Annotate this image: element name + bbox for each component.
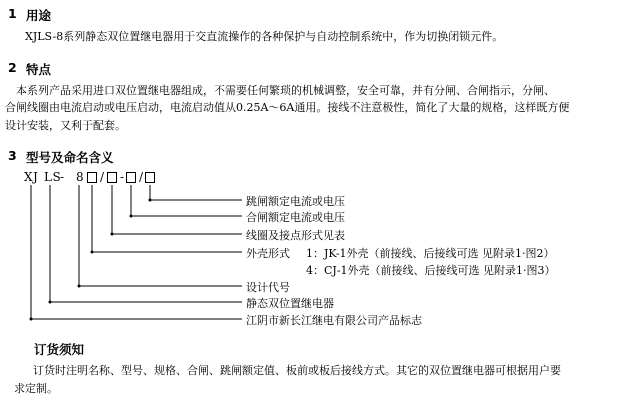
section-2-text-line-2: 合闸线圈由电流启动或电压启动，电流启动值从0.25A～6A通用。接线不注意极性，简化了大量的规格，这样既方便 [5, 101, 570, 114]
model-code-part-ls: LS [44, 170, 62, 184]
order-notes-line-2: 求定制。 [14, 382, 58, 395]
code-label-static-relay: 静态双位置继电器 [246, 297, 334, 310]
order-notes-title: 订货须知 [34, 342, 85, 357]
section-2-title: 特点 [26, 62, 52, 77]
section-3-number: 3 [8, 148, 17, 163]
section-2-number: 2 [8, 60, 17, 75]
model-code-dash: - [60, 170, 65, 184]
section-1-number: 1 [8, 6, 17, 21]
code-label-close-rating: 合闸额定电流或电压 [246, 211, 345, 224]
code-label-design-code: 设计代号 [246, 281, 290, 294]
section-3-title: 型号及命名含义 [26, 150, 114, 165]
section-2-text-line-1: 本系列产品采用进口双位置继电器组成，不需要任何繁琐的机械调整，安全可靠，并有分闸、合闸指示，分闸、 [16, 84, 555, 97]
model-code-slash: / [139, 170, 144, 184]
section-2-text-line-3: 设计安装，又利于配套。 [5, 119, 126, 132]
model-code-dash: - [120, 170, 125, 184]
code-label-case-type: 外壳形式 [246, 247, 290, 260]
code-label-manufacturer: 江阴市新长江继电有限公司产品标志 [246, 314, 422, 327]
section-1-title: 用途 [26, 8, 52, 23]
code-label-trip-rating: 跳闸额定电流或电压 [246, 195, 345, 208]
model-code-part-8: 8 [76, 170, 85, 184]
order-notes-line-1: 订货时注明名称、型号、规格、合闸、跳闸额定值、板前或板后接线方式。其它的双位置继电器可根据用户要 [33, 364, 561, 377]
model-code-part-xj: XJ [24, 170, 39, 184]
section-1-text-line-1: XJLS-8系列静态双位置继电器用于交直流操作的各种保护与自动控制系统中，作为切换闭锁元件。 [25, 30, 504, 43]
code-label-coil-contact: 线圈及接点形式见表 [246, 229, 345, 242]
case-option-1: 1：JK-1外壳（前接线、后接线可选 见附录1·图2） [306, 247, 555, 260]
case-option-4: 4：CJ-1外壳（前接线、后接线可选 见附录1·图3） [306, 264, 556, 277]
model-code-slash: / [100, 170, 105, 184]
